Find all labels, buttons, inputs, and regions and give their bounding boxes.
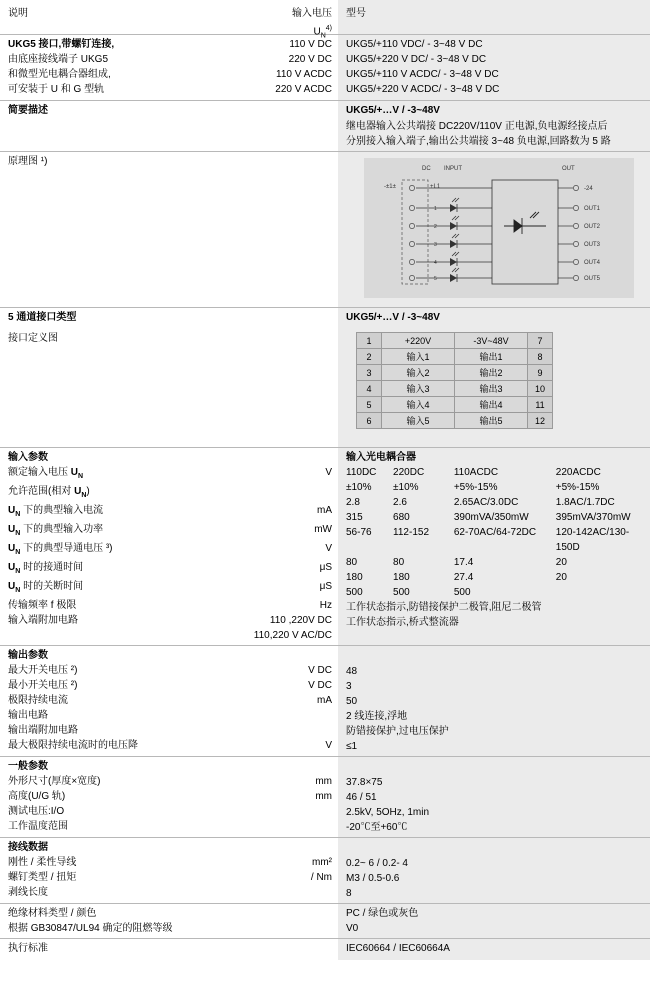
desc-voltage-1: 110 V DC [289,39,332,50]
table-row [357,381,553,397]
cell [556,585,644,600]
cell: 180 [346,572,363,583]
brief-text-2: 分别接入输入端子,输出公共端接 3~48 负电源,回路数为 5 路 [346,136,611,147]
description-right [338,35,650,100]
wiring-title: 接线数据 [8,842,48,853]
param-unit-typ-on-voltage: V [325,543,332,554]
col-head-220acdc: 220ACDC [555,467,601,478]
param-unit-typ-power: mW [314,524,332,535]
description-left [0,35,338,100]
param-unit-input-extra-2: 110,220 V AC/DC [253,630,332,641]
terminal-num-right: 12 [528,413,553,429]
terminal-num-left: 2 [357,349,382,365]
terminal-num-right: 9 [528,365,553,381]
wiring-left [0,838,338,903]
wire-label-strip-length: 剥线长度 [8,887,48,898]
gen-label-test-voltage: 测试电压:I/O [8,806,65,817]
ins-label-material-color: 绝缘材料类型 / 颜色 [8,908,97,919]
brief-row [0,100,650,151]
svg-text:OUT1: OUT1 [584,206,601,212]
model-2: UKG5/+220 V DC/ - 3~48 V DC [346,54,487,65]
general-params-row [0,756,650,837]
cell: 27.4 [453,572,474,583]
col-head-110acdc: 110ACDC [453,467,499,478]
brief-text-1: 继电器输入公共端接 DC220V/110V 正电源,负电源经接点后 [346,121,608,132]
interface-model-title: UKG5/+…V / -3~48V [346,312,440,323]
desc-line3: 和微型光电耦合器组成, [8,69,111,80]
general-params-title: 一般参数 [8,761,48,772]
svg-text:+L1: +L1 [430,184,441,190]
optocoupler-table [346,465,644,600]
cell: ±10% [346,482,372,493]
param-label-tolerance: 允许范围(相对 $U_N$) [8,486,90,499]
schematic-svg [364,158,634,298]
terminal-cell-right: 输出2 [455,365,528,381]
cell: 680 [393,512,410,523]
header-row [0,0,650,40]
terminal-cell-left: 输入3 [382,381,455,397]
gen-value-temp-range: -20℃至+60℃ [346,822,408,833]
terminal-cell-left: 输入5 [382,413,455,429]
cell: 500 [346,587,363,598]
schematic-left [0,152,338,307]
header-col1: 说明 [8,8,28,19]
interface-right [338,308,650,447]
interface-subtitle: 接口定义图 [8,333,58,344]
wiring-right [338,838,650,903]
cell: 56-76 [346,527,372,538]
col-head-110dc: 110DC [346,467,377,478]
table-row [346,495,644,510]
description-row [0,34,650,100]
svg-text:4: 4 [434,260,437,266]
standard-right [338,939,650,960]
gen-label-temp-range: 工作温度范围 [8,821,68,832]
cell: 2.65AC/3.0DC [453,497,519,508]
svg-text:1: 1 [434,206,437,212]
terminal-cell-right: 输出5 [455,413,528,429]
ins-value-material-color: PC / 绿色或灰色 [346,908,419,919]
wire-value-conductor: 0.2~ 6 / 0.2- 4 [346,858,408,869]
cell: 80 [393,557,405,568]
desc-voltage-4: 220 V ACDC [275,84,332,95]
col-head-220dc: 220DC [393,467,425,478]
table-row [357,413,553,429]
interface-row [0,307,650,447]
terminal-num-right: 11 [528,397,553,413]
terminal-num-left: 6 [357,413,382,429]
out-label-output-extra-circuit: 输出端附加电路 [8,725,78,736]
out-label-min-switch-voltage: 最小开关电压 ²) [8,680,78,691]
wire-unit-conductor: mm² [312,857,332,868]
schematic-row [0,151,650,307]
input-params-title: 输入参数 [8,452,48,463]
out-value-max-switch-voltage: 48 [346,666,358,677]
cell: 315 [346,512,363,523]
terminal-table [356,332,553,429]
svg-text:DC: DC [422,166,431,172]
terminal-cell-right: 输出3 [455,381,528,397]
interface-title: 5 通道接口类型 [8,312,77,323]
input-params-row [0,447,650,645]
general-params-right [338,757,650,837]
param-label-rated-voltage: 额定输入电压 $U_N$ [8,467,84,480]
brief-right [338,101,650,151]
param-unit-typ-current: mA [317,505,332,516]
table-row [346,510,644,525]
terminal-num-left: 5 [357,397,382,413]
out-value-output-extra-circuit: 防错接保护,过电压保护 [346,726,449,737]
svg-text:OUT5: OUT5 [584,276,601,282]
cell: 500 [453,587,471,598]
table-row [346,525,644,555]
input-note-2: 工作状态指示,桥式整流器 [346,617,459,628]
svg-text:2: 2 [434,224,437,230]
table-row [357,365,553,381]
output-params-right [338,646,650,756]
input-params-left [0,448,338,645]
param-unit-freq-limit: Hz [319,600,332,611]
header-col3: 型号 [346,8,366,19]
header-left [0,0,338,40]
standard-value: IEC60664 / IEC60664A [346,943,450,954]
svg-text:OUT3: OUT3 [584,242,601,248]
table-row [357,349,553,365]
cell: 62-70AC/64-72DC [453,527,537,538]
ins-value-flame-rating: V0 [346,923,359,934]
svg-text:3: 3 [434,242,437,248]
cell: 2.8 [346,497,360,508]
schematic-diagram [364,158,634,298]
brief-model-title: UKG5/+…V / -3~48V [346,105,440,116]
interface-left [0,308,338,447]
param-label-typ-current: $U_N$ 下的典型输入电流 [8,505,104,518]
table-row [346,570,644,585]
header-col2-unit: $U_N^{4)}$ [313,25,332,40]
cell: 500 [393,587,410,598]
standard-left [0,939,338,960]
out-value-output-circuit: 2 线连接,浮地 [346,711,408,722]
gen-label-height: 高度(U/G 轨) [8,791,66,802]
out-label-voltage-drop: 最大极限持续电流时的电压降 [8,740,138,751]
out-unit-max-switch-voltage: V DC [308,665,332,676]
cell: 180 [393,572,410,583]
cell: 2.6 [393,497,407,508]
terminal-cell-left: +220V [382,333,455,349]
out-value-limit-current: 50 [346,696,358,707]
wire-value-screw-torque: M3 / 0.5-0.6 [346,873,400,884]
output-params-title: 输出参数 [8,650,48,661]
terminal-cell-right: -3V~48V [455,333,528,349]
desc-line2: 由底座接线端子 UKG5 [8,54,109,65]
desc-voltage-2: 220 V DC [288,54,332,65]
gen-unit-height: mm [315,791,332,802]
out-label-limit-current: 极限持续电流 [8,695,68,706]
gen-label-dimensions: 外形尺寸(厚度×宽度) [8,776,101,787]
svg-text:OUT: OUT [562,166,575,172]
output-params-row [0,645,650,756]
out-value-min-switch-voltage: 3 [346,681,352,692]
table-row [346,585,644,600]
terminal-num-right: 7 [528,333,553,349]
cell: +5%-15% [555,482,600,493]
cell: 112-152 [393,527,430,538]
table-header-row [346,465,644,480]
wire-unit-screw-torque: / Nm [310,872,332,883]
terminal-cell-left: 输入2 [382,365,455,381]
brief-left [0,101,338,151]
out-value-voltage-drop: ≤1 [346,741,358,752]
terminal-num-left: 3 [357,365,382,381]
param-unit-rated-voltage: V [325,467,332,478]
out-unit-min-switch-voltage: V DC [308,680,332,691]
output-params-left [0,646,338,756]
cell: ±10% [393,482,419,493]
param-label-freq-limit: 传输频率 f 极限 [8,600,77,611]
desc-voltage-3: 110 V ACDC [276,69,332,80]
model-3: UKG5/+110 V ACDC/ - 3~48 V DC [346,69,499,80]
model-1: UKG5/+110 VDC/ - 3~48 V DC [346,39,483,50]
table-row [346,555,644,570]
schematic-title: 原理图 ¹) [8,156,48,167]
svg-text:-±1±: -±1± [384,184,396,190]
out-unit-voltage-drop: V [325,740,332,751]
out-unit-limit-current: mA [317,695,332,706]
cell: 20 [555,572,567,583]
table-row [346,480,644,495]
wire-value-strip-length: 8 [346,888,352,899]
input-optocoupler-title: 输入光电耦合器 [346,452,416,463]
brief-title: 简要描述 [8,105,48,116]
terminal-num-left: 4 [357,381,382,397]
insulation-left [0,904,338,938]
schematic-right [338,152,650,307]
param-unit-off-time: μS [319,581,332,592]
table-row [357,333,553,349]
param-label-off-time: $U_N$ 时的关断时间 [8,581,84,594]
header-col2: 输入电压 [292,8,332,19]
header-right [338,0,650,34]
svg-text:INPUT: INPUT [444,166,462,172]
standard-label: 执行标准 [8,943,48,954]
gen-value-height: 46 / 51 [346,792,377,803]
cell: 80 [346,557,358,568]
cell: 20 [555,557,567,568]
gen-unit-dimensions: mm [315,776,332,787]
gen-value-dimensions: 37.8×75 [346,777,383,788]
cell: 390mVA/350mW [453,512,529,523]
svg-text:-24: -24 [584,186,593,192]
cell: +5%-15% [453,482,498,493]
input-note-1: 工作状态指示,防错接保护二极管,阻尼二极管 [346,602,542,613]
param-unit-input-extra-1: 110 ,220V DC [269,615,332,626]
desc-line1: UKG5 接口,带螺钉连接, [8,39,115,50]
param-label-on-time: $U_N$ 时的接通时间 [8,562,84,575]
general-params-left [0,757,338,837]
terminal-cell-right: 输出1 [455,349,528,365]
standard-row [0,938,650,960]
svg-text:5: 5 [434,276,437,282]
terminal-num-right: 10 [528,381,553,397]
terminal-num-right: 8 [528,349,553,365]
terminal-cell-left: 输入1 [382,349,455,365]
terminal-num-left: 1 [357,333,382,349]
wire-label-conductor: 刚性 / 柔性导线 [8,857,77,868]
ins-label-flame-rating: 根据 GB30847/UL94 确定的阻燃等级 [8,923,173,934]
terminal-cell-left: 输入4 [382,397,455,413]
wire-label-screw-torque: 螺钉类型 / 扭矩 [8,872,77,883]
terminal-cell-right: 输出4 [455,397,528,413]
cell: 120-142AC/130-150D [555,527,630,553]
out-label-max-switch-voltage: 最大开关电压 ²) [8,665,78,676]
param-label-typ-power: $U_N$ 下的典型输入功率 [8,524,104,537]
svg-text:OUT4: OUT4 [584,260,601,266]
gen-value-test-voltage: 2.5kV, 5OHz, 1min [346,807,430,818]
param-label-typ-on-voltage: $U_N$ 下的典型导通电压 ³) [8,543,113,556]
input-params-right [338,448,650,645]
param-unit-on-time: μS [319,562,332,573]
param-label-input-extra-circuit: 输入端附加电路 [8,615,78,626]
insulation-right [338,904,650,938]
model-4: UKG5/+220 V ACDC/ - 3~48 V DC [346,84,500,95]
cell: 395mVA/370mW [555,512,631,523]
desc-line4: 可安装于 U 和 G 型轨 [8,84,105,95]
insulation-row [0,903,650,938]
out-label-output-circuit: 输出电路 [8,710,48,721]
wiring-row [0,837,650,903]
svg-text:OUT2: OUT2 [584,224,601,230]
cell: 1.8AC/1.7DC [555,497,615,508]
cell: 17.4 [453,557,474,568]
table-row [357,397,553,413]
